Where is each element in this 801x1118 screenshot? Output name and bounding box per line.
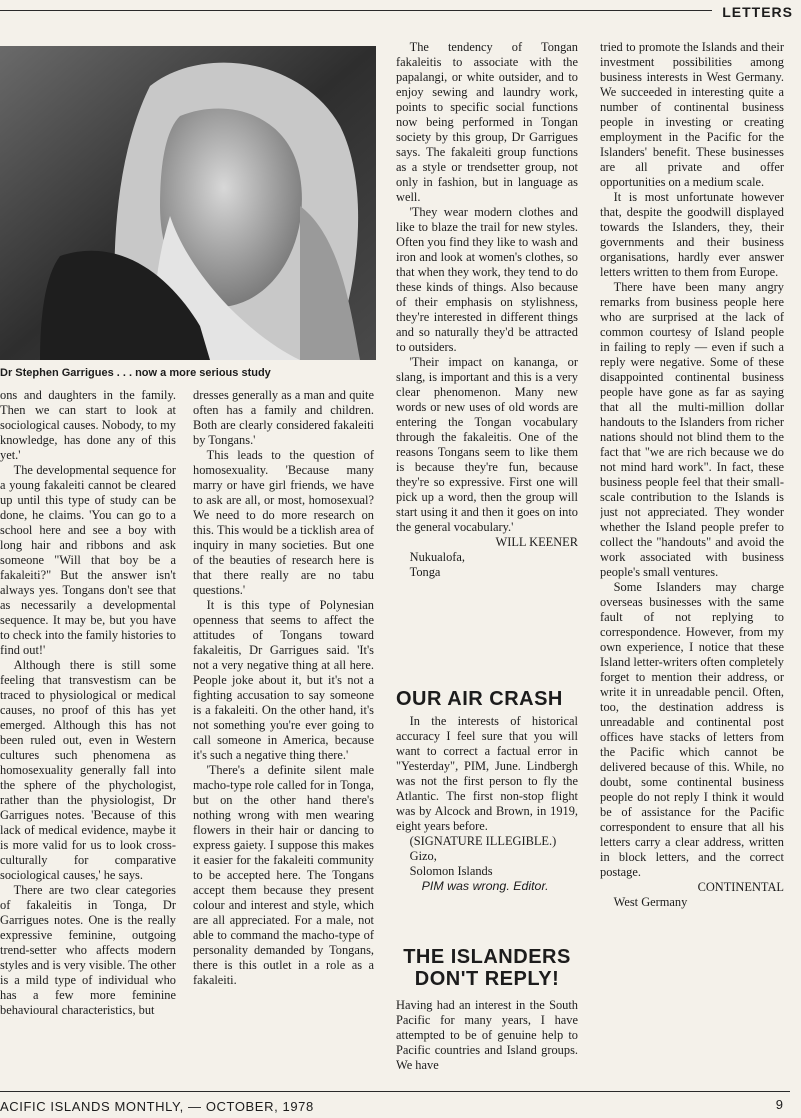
portrait-illustration xyxy=(0,46,376,360)
publication-footer: ACIFIC ISLANDS MONTHLY, — OCTOBER, 1978 xyxy=(0,1099,314,1114)
column-2 xyxy=(193,388,374,1078)
section-label: LETTERS xyxy=(722,4,793,20)
headline-air-crash: OUR AIR CRASH xyxy=(396,688,563,710)
letter-place: Solomon Islands xyxy=(409,864,493,878)
paragraph: It is this type of Polynesian openness that seems to affect the attitudes of Tongans toward fakaleitis, Dr Garrigues said. 'It's not a very negative thing at all here. People joke about it, but it's not a fighting accusation to say someone is a fakaleiti. On the other hand, it's not something you're ever going to call someone in America, because it's such a negative thing there.' xyxy=(193,598,374,762)
letter-place: West Germany xyxy=(613,895,688,909)
paragraph: It is most unfortunate however that, despite the goodwill displayed towards the Islanders, they, their governments and their business organisations, hardly ever answer letters written to them from Europe. xyxy=(600,190,784,279)
letter-islanders-start xyxy=(396,998,578,1088)
letter-place: Gizo, xyxy=(409,849,437,863)
top-rule xyxy=(0,10,712,11)
paragraph: This leads to the question of homosexuality. 'Because many marry or have girl friends, we have to ask are all, or most, homosexual? We need to do more research on this. This would be a ticklish area of inquiry in many societies. But one of the beauties of research here is that there really are no tabu questions.' xyxy=(193,448,374,597)
paragraph: Having had an interest in the South Pacific for many years, I have attempted to be of genuine help to Pacific countries and Island groups. We have xyxy=(396,998,578,1072)
letter-place: Nukualofa, xyxy=(409,550,466,564)
paragraph: tried to promote the Islands and their investment possibilities among business interests in West Germany. We succeeded in interesting quite a number of continental business people in investing or creating employment in the Pacific for the Islanders' benefit. These businesses are all private and offer opportunities on a medium scale. xyxy=(600,40,784,189)
bottom-rule xyxy=(0,1091,790,1092)
photo-caption: Dr Stephen Garrigues . . . now a more serious study xyxy=(0,367,271,379)
paragraph: In the interests of historical accuracy I feel sure that you will want to correct a factual error in "Yesterday", PIM, June. Lindbergh was not the first person to fly the Atlantic. The first non-stop flight was by Alcock and Brown, in 1919, eight years before. xyxy=(396,714,578,833)
paragraph: Some Islanders may charge overseas businesses with the same fault of not replying to correspondence. However, from my own experience, I notice that these Island letter-writers often completely forget to mention their address, or write it in unreadable pencil. Often, too, the destination address is unreadable and continental post offices have stacks of letters from the Pacific which cannot be delivered because of this. While, no doubt, some continental business people do not reply I think it would be of assistance for the Pacific correspondent to ensure that all his letters carry a clear address, written in block letters, and the correct postage. xyxy=(600,580,784,879)
paragraph: The developmental sequence for a young fakaleiti cannot be cleared up until this type of study can be done, he claims. 'You can go to a school here and see a boy with long hair and ribbons and ask someone "Will that boy be a fakaleiti?" But the answer isn't always yes. Tongans don't see that as necessarily a developmental sequence. It may be, but you have to check into the family histories to find out!' xyxy=(0,463,176,657)
column-4 xyxy=(600,40,784,1085)
paragraph: Although there is still some feeling that transvestism can be traced to physiological or medical causes, no proof of this has yet emerged. Although this has not been ruled out, even in Western cultures such phenomena as homosexuality generally fall into the sphere of the phychologist, rather than the physiologist, Dr Garrigues notes. 'Because of this lack of medical evidence, maybe it is more valid for us to look cross-culturally for comparative sociological causes,' he says. xyxy=(0,658,176,882)
editor-note: PIM was wrong. Editor. xyxy=(421,879,549,893)
headline-islanders: THE ISLANDERS DON'T REPLY! xyxy=(403,946,571,990)
portrait-photo xyxy=(0,46,376,360)
paragraph: There are two clear categories of fakaleitis in Tonga, Dr Garrigues notes. One is the really expressive feminine, outgoing trend-setter who affects modern styles and is very visible. The other is a mild type of individual who has a few more feminine behavioural characteristics, but xyxy=(0,883,176,1017)
paragraph: ons and daughters in the family. Then we can start to look at sociological causes. Nobody, to my knowledge, has done any of this yet.' xyxy=(0,388,176,462)
letter-signature: CONTINENTAL xyxy=(697,880,784,894)
paragraph: 'There's a definite silent male macho-type role called for in Tonga, but on the other hand there's nothing wrong with men wearing flowers in their hair or dancing to express gaiety. I suppose this makes it easier for the fakaleiti community to be accepted here. The Tongans accept them because they present colour and interest and style, which are all appreciated. For a male, not able to command the macho-type of personality demanded by Tongans, there is this outlet in a role as a fakaleiti. xyxy=(193,763,374,987)
paragraph: 'Their impact on kananga, or slang, is important and this is a very clear phenomenon. Many new words or new uses of old words are entering the Tongan vocabulary through the fakaleitis. One of the reasons Tongans seem to like them is because they're fun, because they're so expressive. First one will pick up a word, then the group will start using it and then it goes on into the general vocabulary.' xyxy=(396,355,578,534)
letter-signature: WILL KEENER xyxy=(495,535,578,549)
letter-place: Tonga xyxy=(409,565,441,579)
paragraph: dresses generally as a man and quite often has a family and children. Both are clearly considered fakaleiti by Tongans.' xyxy=(193,388,374,447)
paragraph: 'They wear modern clothes and like to blaze the trail for new styles. Often you find they like to wash and iron and look at women's clothes, so that when they work, they tend to do these kinds of things. Also because of their emphasis on stylishness, they're interested in different things and so naturally they'd be attracted to outsiders. xyxy=(396,205,578,354)
column-3 xyxy=(396,40,578,680)
paragraph: The tendency of Tongan fakaleitis to associate with the papalangi, or white outsider, and to enjoy sewing and laundry work, points to specific social functions now being performed in Tongan society by this group, Dr Garrigues says. The fakaleiti group functions as a style or trendsetter group, not only in fashion, but in language as well. xyxy=(396,40,578,204)
letter-air-crash xyxy=(396,714,578,914)
letter-signature: (SIGNATURE ILLEGIBLE.) xyxy=(409,834,557,848)
paragraph: There have been many angry remarks from business people here who are surprised at the lack of common courtesy of Island people in failing to reply — even if such a reply were negative. Some of these disappointed continental business people have gone as far as saying that all the multi-million dollar handouts to the Islanders from richer nations should not blind them to the fact that "we are rich because we do not mind hard work". In fact, these business people feel that their small-scale contribution to the Islands is just not appreciated. They wonder whether the Island people prefer to collect the "handouts" and avoid the work associated with business people's small ventures. xyxy=(600,280,784,579)
page-number: 9 xyxy=(775,1097,783,1112)
column-1 xyxy=(0,388,176,1078)
